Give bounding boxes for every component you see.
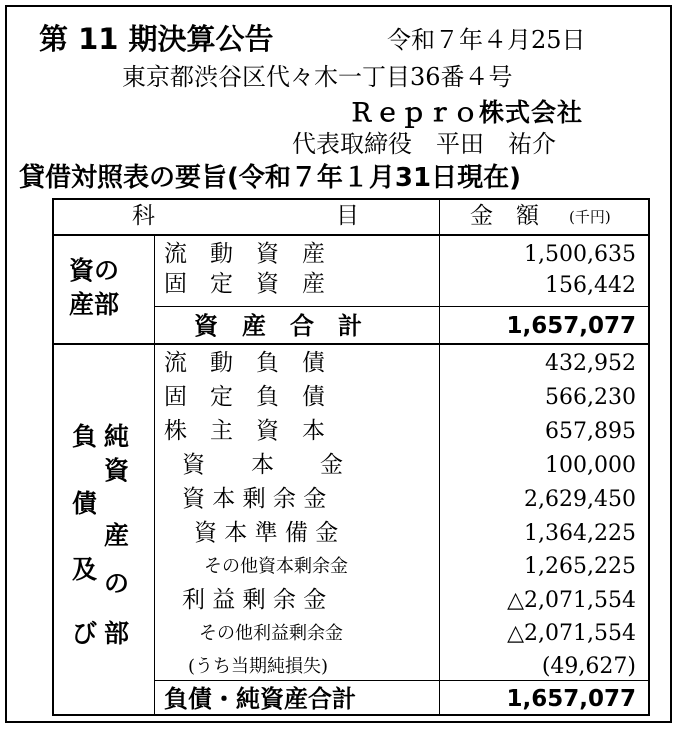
net-assets-section-char: 純 xyxy=(104,422,130,451)
liab-row-value: 657,895 xyxy=(545,419,636,444)
notice-date: 令和７年４月25日 xyxy=(387,26,586,54)
liab-row-label: その他資本剰余金 xyxy=(204,556,348,577)
amount-divider-vertical xyxy=(439,200,440,714)
liab-row-value: 1,265,225 xyxy=(524,554,636,579)
liab-section-char: 及 xyxy=(72,555,98,584)
assets-total-label: 資 産 合 計 xyxy=(194,312,362,340)
assets-total-value: 1,657,077 xyxy=(506,313,636,339)
liab-total-divider xyxy=(154,680,648,681)
liab-section-char: 債 xyxy=(72,489,98,518)
net-assets-section-char: 資 xyxy=(104,456,130,485)
company-name: Ｒｅｐｒｏ株式会社 xyxy=(349,98,584,127)
liab-row-label: 株 主 資 本 xyxy=(164,418,325,444)
net-assets-section-char: 部 xyxy=(104,619,130,648)
balance-sheet-table xyxy=(52,198,650,716)
assets-section-label-1: 資の xyxy=(69,256,120,285)
liab-total-label: 負債・純資産合計 xyxy=(164,685,356,713)
header-subject-1: 科 xyxy=(132,203,155,229)
liab-row-value: 566,230 xyxy=(545,385,636,410)
asset-row-value: 156,442 xyxy=(545,273,636,298)
assets-section-label-2: 産部 xyxy=(69,290,120,319)
liab-row-label: 資 本 剰 余 金 xyxy=(182,486,327,512)
liab-row-value: 2,629,450 xyxy=(524,487,636,512)
liab-row-label: 資 本 金 xyxy=(182,452,343,478)
liab-row-value: (49,627) xyxy=(541,654,636,679)
header-divider xyxy=(54,234,648,236)
representative: 代表取締役 平田 祐介 xyxy=(292,130,556,158)
liab-row-value: △2,071,554 xyxy=(507,621,636,646)
liab-row-value: 432,952 xyxy=(545,351,636,376)
liab-row-label: 資 本 準 備 金 xyxy=(194,520,339,546)
asset-row-label: 固 定 資 産 xyxy=(164,271,325,297)
asset-row-value: 1,500,635 xyxy=(524,242,636,267)
balance-sheet-subtitle: 貸借対照表の要旨(令和７年１月31日現在) xyxy=(19,163,521,193)
company-address: 東京都渋谷区代々木一丁目36番４号 xyxy=(122,63,513,91)
liab-row-label: 固 定 負 債 xyxy=(164,384,325,410)
liab-row-label: その他利益剰余金 xyxy=(199,623,343,644)
net-assets-section-char: の xyxy=(104,569,130,598)
net-assets-section-char: 産 xyxy=(104,521,130,550)
asset-row-label: 流 動 資 産 xyxy=(164,241,325,267)
liab-row-value: △2,071,554 xyxy=(507,588,636,613)
notice-frame xyxy=(5,5,672,723)
liab-section-char: び xyxy=(72,619,98,648)
header-subject-2: 目 xyxy=(336,203,359,229)
liab-row-value: 1,364,225 xyxy=(524,521,636,546)
liab-row-value: 100,000 xyxy=(545,453,636,478)
header-amount: 金 額 xyxy=(470,203,539,229)
assets-total-divider xyxy=(154,306,648,307)
header-unit: (千円) xyxy=(569,208,611,226)
assets-section-divider xyxy=(54,343,648,345)
notice-title: 第 11 期決算公告 xyxy=(39,22,274,56)
liab-total-value: 1,657,077 xyxy=(506,686,636,712)
liab-section-char: 負 xyxy=(72,422,98,451)
liab-row-label: 流 動 負 債 xyxy=(164,350,325,376)
liab-row-label: 利 益 剰 余 金 xyxy=(182,587,327,613)
liab-row-label: (うち当期純損失) xyxy=(188,656,329,677)
